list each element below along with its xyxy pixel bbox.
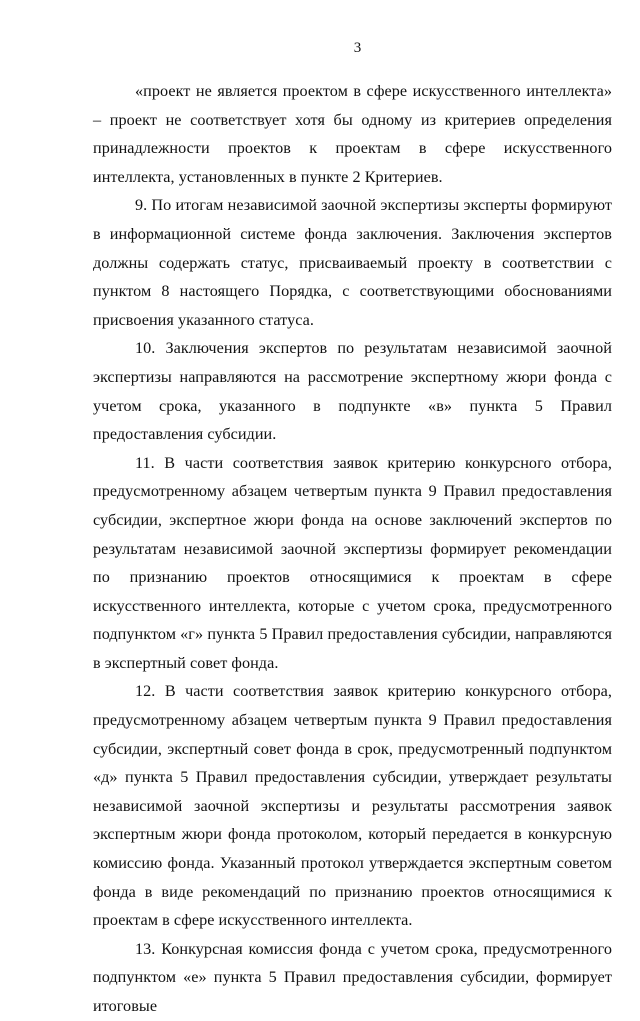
paragraph-clause-13: 13. Конкурсная комиссия фонда с учетом срока, предусмотренного подпунктом «е» пункта 5 Правил предоставления субсидии, формирует итоговые	[93, 939, 612, 1015]
paragraph-clause-10: 10. Заключения экспертов по результатам независимой заочной экспертизы направляются на рассмотрение экспертному жюри фонда с учетом срока, указанного в подпункте «в» пункта 5 Правил предоставления субсидии.	[93, 339, 612, 444]
paragraph-clause-9: 9. По итогам независимой заочной экспертизы эксперты формируют в информационной системе фонда заключения. Заключения экспертов должны содержать статус, присваиваемый проекту в соответствии с пунктом 8 настоящего Порядка, с соответствующими обоснованиями присвоения указанного статуса.	[93, 196, 612, 329]
page-number: 3	[353, 40, 362, 56]
paragraph-definition-not-ai: «проект не является проектом в сфере искусственного интеллекта» – проект не соответствует хотя бы одному из критериев определения принадлежности проектов к проектам в сфере искусственного интеллекта, установленных в пункте 2 Критериев.	[93, 82, 612, 186]
paragraph-clause-12: 12. В части соответствия заявок критерию конкурсного отбора, предусмотренному абзацем четвертым пункта 9 Правил предоставления субсидии, экспертный совет фонда в срок, предусмотренный подпунктом «д» пункта 5 Правил предоставления субсидии, утверждает результаты независимой заочной экспертизы и результаты рассмотрения заявок экспертным жюри фонда протоколом, который передается в конкурсную комиссию фонда. Указанный протокол утверждается экспертным советом фонда в виде рекомендаций по признанию проектов относящимися к проектам в сфере искусственного интеллекта.	[93, 682, 612, 930]
paragraph-clause-11: 11. В части соответствия заявок критерию конкурсного отбора, предусмотренному абзацем четвертым пункта 9 Правил предоставления субсидии, экспертное жюри фонда на основе заключений экспертов по результатам независимой заочной экспертизы формирует рекомендации по признанию проектов относящимися к проектам в сфере искусственного интеллекта, которые с учетом срока, предусмотренного подпунктом «г» пункта 5 Правил предоставления субсидии, направляются в экспертный совет фонда.	[93, 453, 612, 672]
